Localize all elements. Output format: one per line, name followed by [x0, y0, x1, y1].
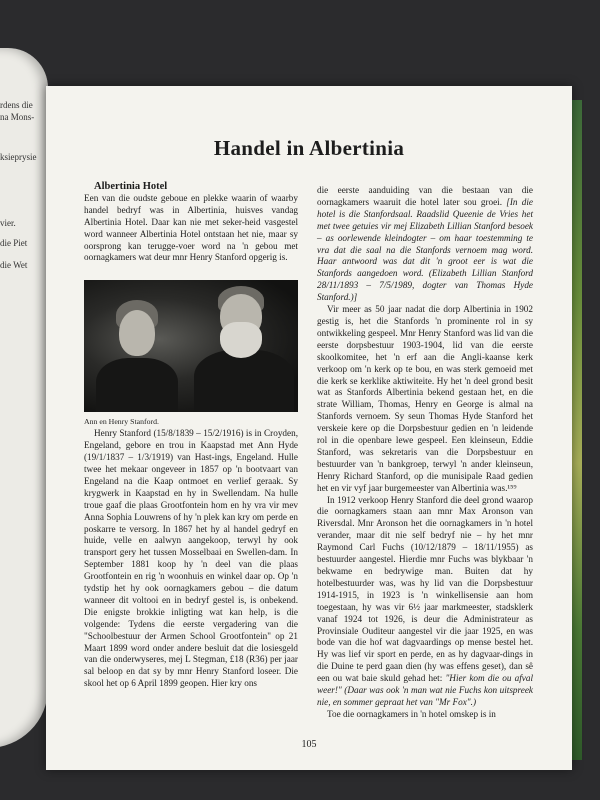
- right-column: [317, 185, 533, 721]
- italic-note: [In die hotel is die Stanfordsaal. Raadslid Queenie de Vries het met twee getuies vir mej Elizabeth Lillian Stanford besoek – as oorlewende kleindogter – om haar toestemming te vra dat die saal na die Stanfords vernoem mag word. Haar antwoord was dat dit 'n groot eer is wat die Stanfords aangedoen word. (Elizabeth Lillian Stanford 28/11/1893 – 7/5/1989, dogter van Thomas Hyde Stanford.)]: [317, 196, 533, 303]
- body-paragraph: Toe die oornagkamers in 'n hotel omskep is in: [327, 708, 496, 719]
- left-page-fragment: die Piet: [0, 238, 28, 248]
- left-page-fragment: ksieprysie: [0, 152, 37, 162]
- body-text: die eerste aanduiding van die bestaan van die oornagkamers waaruit die hotel later sou groei.: [317, 185, 533, 207]
- body-paragraph: [317, 185, 533, 304]
- italic-quote: "Hier kom die ou afval weer!" (Daar was ook 'n man wat nie Fuchs kon uitspreek nie, en sommer gepraat het van "Mr Fox".): [317, 673, 533, 707]
- left-column: [84, 181, 298, 690]
- stanford-photo: [84, 280, 298, 412]
- intro-paragraph: Een van die oudste geboue en plekke waarin of waarby handel bedryf was in Albertinia, huisves vandag Albertinia Hotel. Daar kan nie met seker-heid vasgestel word wanneer Albertinia Hotel ontstaan het nie, maar sy oorsprong kan terugge-voer word na 'n gebou met oornagkamers wat deur mnr Henry Stanford opgerig is.: [84, 192, 298, 263]
- section-title: Albertinia Hotel: [94, 181, 168, 192]
- page-number: 105: [301, 739, 317, 750]
- man-figure: [194, 350, 294, 412]
- left-page-fragment: die Wet: [0, 260, 28, 270]
- body-paragraph: [317, 495, 533, 709]
- left-facing-page: [0, 48, 48, 748]
- photo-caption: Ann en Henry Stanford.: [84, 417, 159, 427]
- book-page: [46, 86, 572, 770]
- left-page-fragment: rdens die: [0, 100, 33, 110]
- left-page-fragment: vier.: [0, 218, 16, 228]
- body-text: In 1912 verkoop Henry Stanford die deel grond waarop die oornagkamers staan aan mnr Max Aronson van Riversdal. Mnr Aronson het die oornagkamers in 'n hotel verander, maar dit nie self bedryf nie – hy het mnr Raymond Carl Fuchs (10/12/1879 – 18/11/1955) as bestuurder aangestel. Hierdie mnr Fuchs was blykbaar 'n bekwame en bedrywige man. Buiten dat hy hotelbestuurder was, was hy lid van die Dorpsbestuur 1914-1915, in 1923 is 'n winkellisensie aan hom toegestaan, hy was vir 6½ jaar markmeester, stadsklerk vanaf 1924 tot 1926, is deur die Administrateur as Provinsiale Ouditeur aangestel vir die jaar 1925, en was bode van die hof wat dagvaardings op mense bestel het. Hy was lief vir sport en perde, en as hy dagvaar-dings in die Duine te perd gaan dien (hy was effens geset), dan sê een ou wat baie skuld gehad het:: [317, 494, 533, 684]
- left-page-fragment: na Mons-: [0, 112, 35, 122]
- woman-face: [119, 310, 155, 356]
- body-paragraph: Vir meer as 50 jaar nadat die dorp Albertinia in 1902 gestig is, het die Stanfords 'n prominente rol in sy ontwikkeling gespeel. Mnr Henry Stanford was lid van die eerste dorpsbestuur 1903-1904, lid van die eerste skoolkomitee, het 'n erf aan die Angli-kaanse kerk verkoop om 'n kerk op te bou, en was sterk gemoeid met die kerk se kerklike aktiwiteite. Hy het 'n deel grond besit wat as Stanfords Albertinia bekend gestaan het, en die strate William, Thomas, Henry en George is almal na Stanfords vernoem. Sy seun Thomas Hyde Stanford het verskeie kere op die Dorpsbestuur gedien en 'n leidende rol in die openbare lewe gespeel. Een kleinseun, Eddie Stanford, was sekretaris van die Dorpsbestuur en bestuurder van 'n bankgroep, terwyl 'n ander kleinseun, Henry Richard Stanford, op die munisipale Raad gedien het en vir vyf jaar burgemeester van Albertinia was.¹⁵⁹: [317, 304, 533, 493]
- body-paragraph: Henry Stanford (15/8/1839 – 15/2/1916) is in Croyden, Engeland, gebore en trou in Kaapstad met Ann Hyde (19/1/1837 – 1/3/1919) van Hast-ings, Engeland. Hulle twee het mekaar ongeveer in 1857 op 'n bootvaart van Engeland na die Kaap ontmoet en verlief geraak. Sy krygwerk in Kaapstad en hy in Swellendam. Na hulle troue gaaf die plaas Grootfontein hom en hy vra vir mev Anna Sophia Louwrens of hy 'n plek kan kry om perde en poskarre te versorg. In 1867 het hy al handel gedryf en huide, velle en aalwyn aangekoop, terwyl hy ook transport gery het tussen Mosselbaai en Swellen-dam. In September 1881 koop hy 'n deel van die plaas Grootfontein en rig 'n woonhuis en winkel daar op. Op 'n tydstip het hy ook oornagkamers gebou – die datum wanneer dit voltooi en in bedryf gestel is, is onbekend. Die enigste brokkie inligting wat kan help, is die volgende: Tydens die eerste vergadering van die "Schoolbestuur der Armen School Grootfontein" op 21 Maart 1899 word onder andere besluit dat die losiesgeld van die onderwyseres, mej L Stegman, £18 (R36) per jaar sal beloop en dat sy by mnr Henry Stanford loseer. Die skool het op 6 April 1899 geopen. Hier kry ons: [84, 428, 298, 689]
- page-title: Handel in Albertinia: [213, 136, 405, 160]
- woman-figure: [96, 358, 178, 412]
